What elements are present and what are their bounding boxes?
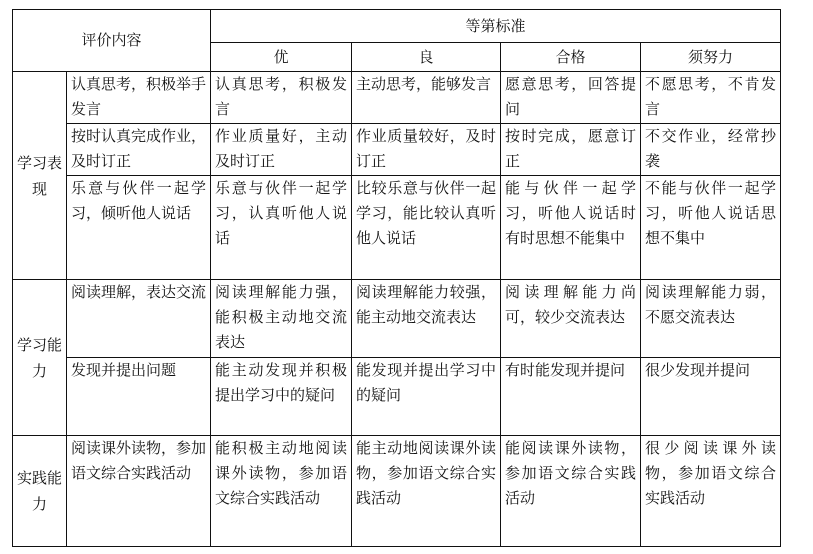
level-needs-effort: 阅读理解能力弱，不愿交流表达	[641, 280, 781, 358]
level-good: 比较乐意与伙伴一起学习，能比较认真听他人说话	[352, 176, 501, 280]
category-label: 学习能力	[16, 335, 62, 380]
table-row	[13, 358, 781, 436]
level-pass: 能阅读课外读物，参加语文综合实践活动	[501, 436, 641, 547]
level-excellent: 作业质量好，主动及时订正	[211, 124, 352, 176]
level-pass: 能与伙伴一起学习，听他人说话时有时思想不能集中	[501, 176, 641, 280]
table-row	[13, 124, 781, 176]
category-practical-ability	[13, 436, 67, 547]
grade-header-excellent: 优	[211, 43, 352, 72]
table-row	[13, 436, 781, 547]
level-good: 作业质量较好，及时订正	[352, 124, 501, 176]
category-learning-performance	[13, 72, 67, 280]
level-excellent: 能主动发现并积极提出学习中的疑问	[211, 358, 352, 436]
grade-standard-header: 等第标准	[211, 10, 781, 43]
category-learning-ability	[13, 280, 67, 436]
criteria-item: 阅读课外读物，参加语文综合实践活动	[67, 436, 211, 547]
table-row	[13, 280, 781, 358]
level-needs-effort: 不能与伙伴一起学习，听他人说话思想不集中	[641, 176, 781, 280]
grade-header-pass: 合格	[501, 43, 641, 72]
level-good: 能主动地阅读课外读物，参加语文综合实践活动	[352, 436, 501, 547]
level-good: 主动思考，能够发言	[352, 72, 501, 124]
grade-header-good: 良	[352, 43, 501, 72]
level-pass: 有时能发现并提问	[501, 358, 641, 436]
level-needs-effort: 不愿思考，不肯发言	[641, 72, 781, 124]
level-excellent: 认真思考，积极发言	[211, 72, 352, 124]
criteria-item: 认真思考，积极举手发言	[67, 72, 211, 124]
level-excellent: 能积极主动地阅读课外读物，参加语文综合实践活动	[211, 436, 352, 547]
level-pass: 按时完成，愿意订正	[501, 124, 641, 176]
level-needs-effort: 不交作业，经常抄袭	[641, 124, 781, 176]
grade-header-needs-effort: 须努力	[641, 43, 781, 72]
level-good: 阅读理解能力较强，能主动地交流表达	[352, 280, 501, 358]
criteria-item: 按时认真完成作业，及时订正	[67, 124, 211, 176]
category-label: 实践能力	[16, 469, 62, 513]
level-good: 能发现并提出学习中的疑问	[352, 358, 501, 436]
category-label: 学习表现	[16, 153, 62, 198]
criteria-item: 乐意与伙伴一起学习，倾听他人说话	[67, 176, 211, 280]
level-excellent: 阅读理解能力强，能积极主动地交流表达	[211, 280, 352, 358]
level-needs-effort: 很少阅读课外读物，参加语文综合实践活动	[641, 436, 781, 547]
criteria-item: 阅读理解，表达交流	[67, 280, 211, 358]
evaluation-table	[12, 9, 781, 547]
criteria-item: 发现并提出问题	[67, 358, 211, 436]
header-row-top	[13, 10, 781, 43]
level-excellent: 乐意与伙伴一起学习，认真听他人说话	[211, 176, 352, 280]
level-pass: 阅读理解能力尚可，较少交流表达	[501, 280, 641, 358]
level-pass: 愿意思考，回答提问	[501, 72, 641, 124]
table-row	[13, 176, 781, 280]
table-row	[13, 72, 781, 124]
level-needs-effort: 很少发现并提问	[641, 358, 781, 436]
content-header: 评价内容	[13, 10, 211, 72]
